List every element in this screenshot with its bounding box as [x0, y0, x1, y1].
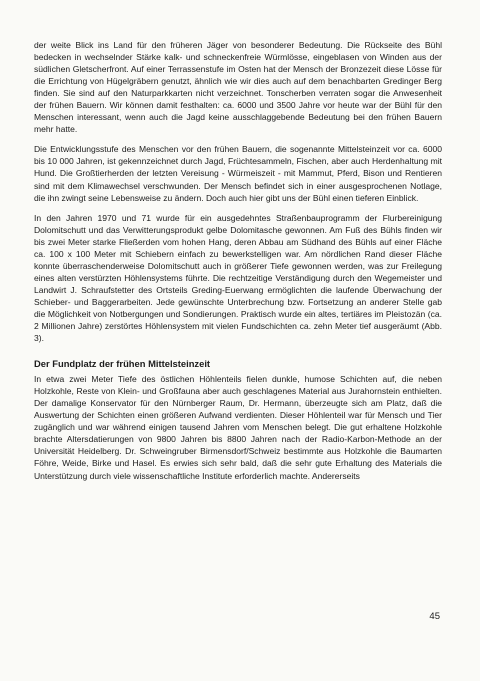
body-text	[34, 39, 442, 490]
paragraph-1: der weite Blick ins Land für den früheren Jäger von besonderer Bedeutung. Die Rückseite des Bühl bedecken in wechselnder Stärke kalk- und schneckenfreie Würmlösse, eingeblasen von Winden aus der südlichen Gletscherfront. Auf einer Terrassenstufe im Osten hat der Mensch der Bronzezeit diese Lösse für die Errichtung von Hügelgräbern genutzt, ähnlich wie wir dies auch auf dem benachbarten Gredinger Berg finden. Sie sind auf den Naturparkkarten nicht verzeichnet. Tonscherben verraten sogar die Anwesenheit der frühen Bauern. Wir können damit festhalten: ca. 6000 und 3500 Jahre vor heute war der Bühl für den Menschen interessant, wenn auch die Jagd keine ausschlaggebende Bedeutung bei den frühen Bauern mehr hatte.	[34, 40, 442, 135]
page-number: 45	[429, 611, 440, 622]
paragraph-2: Die Entwicklungsstufe des Menschen vor den frühen Bauern, die sogenannte Mittelsteinzeit vor ca. 6000 bis 10 000 Jahren, ist gekennzeichnet durch Jagd, Früchtesammeln, Fischen, aber auch Herdenhaltung mit Hund. Die Großtierherden der letzten Vereisung - Würmeiszeit - mit Mammut, Pferd, Bison und Rentieren sind mit dem Klimawechsel verschwunden. Der Mensch befindet sich in einer ausgesprochenen Notlage, die ihn zwingt seine Lebensweise zu ändern. Doch auch hier gibt uns der Bühl einen tieferen Einblick.	[34, 144, 442, 203]
section-heading: Der Fundplatz der frühen Mittelsteinzeit	[34, 358, 211, 370]
paragraph-4: In etwa zwei Meter Tiefe des östlichen Höhlenteils fielen dunkle, humose Schichten auf, die neben Holzkohle, Reste von Klein- und Großfauna aber auch geschlagenes Material aus Jurahornstein enthielten. Der damalige Konservator für den Nürnberger Raum, Dr. Hermann, überzeugte sich am Platz, daß die Auswertung der Schichten einen größeren Aufwand verdienten. Dieser Höhlenteil war für Mensch und Tier zugänglich und war während einigen tausend Jahren vom Menschen belegt. Die gut erhaltene Holzkohle brachte Altersdatierungen von 9800 Jahren bis 8800 Jahren nach der Radio-Karbon-Methode an der Universität Heidelberg. Dr. Schweingruber Birmensdorf/Schweiz bestimmte aus Holzkohle die Baumarten Föhre, Weide, Birke und Hasel. Es erwies sich sehr bald, daß die sehr gute Erhaltung des Materials die Unterstützung durch viele wissenschaftliche Institute erforderlich machte. Andererseits	[34, 374, 442, 481]
paragraph-3: In den Jahren 1970 und 71 wurde für ein ausgedehntes Straßenbauprogramm der Flurbereinigung Dolomitschutt und das Verwitterungsprodukt gelbe Dolomitasche gewonnen. Am Fuß des Bühls finden wir bis zwei Meter starke Fließerden vom hohen Hang, deren Abbau am Südhand des Bühls auf einer Fläche ca. 100 x 100 Meter mit Schiebern einfach zu bewerkstelligen war. Am nördlichen Rand dieser Fläche konnte überraschenderweise Dolomitschutt auch in größerer Tiefe gewonnen werden, was zur Freilegung eines alten verstürzten Höhlensystems führte. Die rechtzeitige Verständigung durch den Wegemeister und Landwirt J. Schraufstetter des Ortsteils Greding-Euerwang ermöglichten die laufende Überwachung der Schieber- und Baggerarbeiten. Jede gewünschte Unterbrechung bzw. Fortsetzung an anderer Stelle gab die Möglichkeit von Notbergungen und Sondierungen. Praktisch wurde ein altes, tertiäres im Pleistozän (ca. 2 Millionen Jahre) zerstörtes Höhlensystem mit vielen Fundschichten ca. zehn Meter tief ausgeräumt (Abb. 3).	[34, 212, 442, 344]
